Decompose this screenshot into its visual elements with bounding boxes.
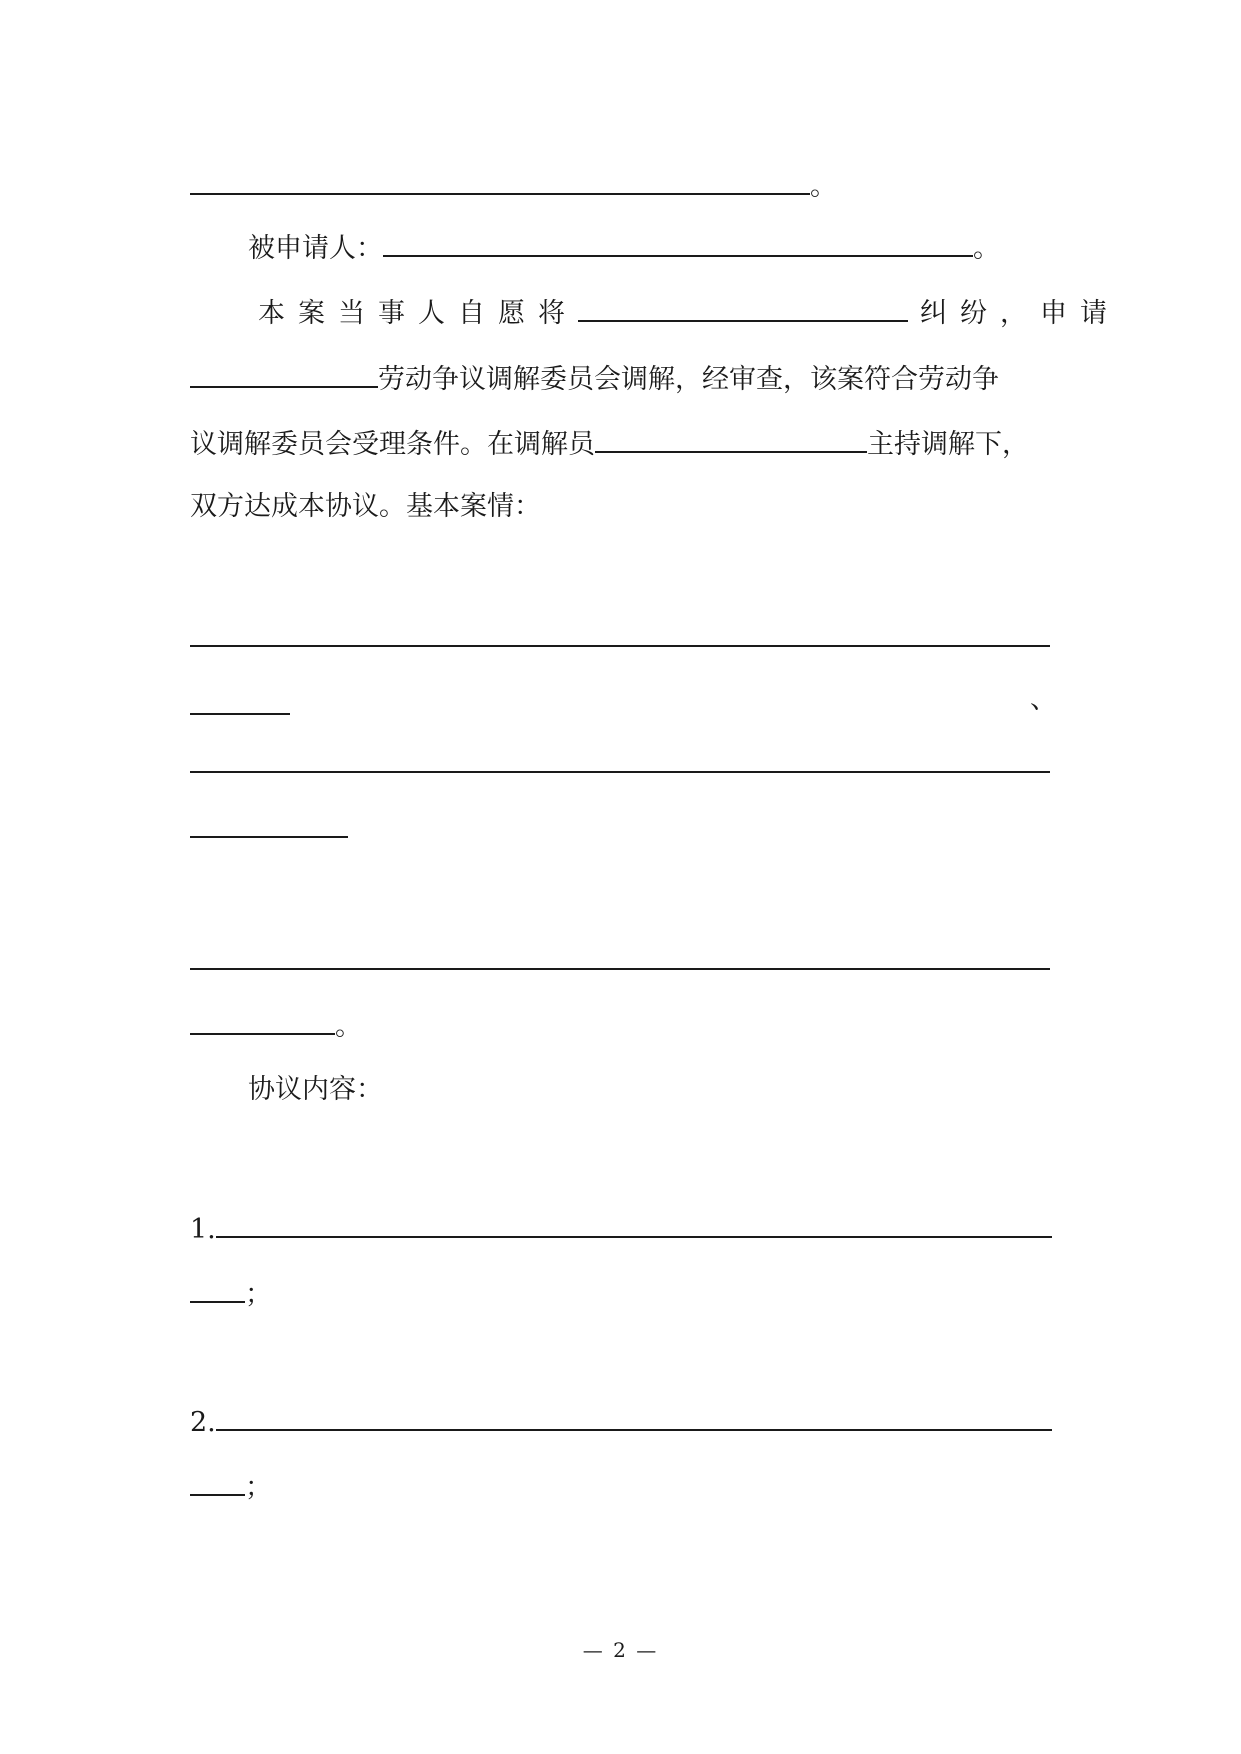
case-facts-blank-2[interactable]: [190, 685, 290, 715]
case-facts-blank-6[interactable]: [190, 1005, 335, 1035]
item-1-blank[interactable]: [216, 1208, 1052, 1238]
case-facts-line-4: [190, 808, 348, 848]
committee-line: [190, 358, 999, 398]
case-facts-line-1: [190, 617, 1050, 657]
item-2-blank[interactable]: [216, 1401, 1052, 1431]
committee-blank[interactable]: [190, 358, 378, 388]
committee-text-2: 议调解委员会受理条件。在调解员: [190, 429, 595, 460]
line1-end: 。: [810, 171, 837, 202]
agreement-heading: 协议内容：: [248, 1074, 383, 1105]
case-separator: 、: [1030, 684, 1057, 715]
case-facts-line-5: [190, 940, 1050, 980]
respondent-line: [248, 227, 1000, 267]
mediator-blank[interactable]: [595, 423, 867, 453]
applicant-line: [190, 165, 837, 205]
case-intro: 本案当事人自愿将: [258, 298, 578, 329]
case-separator-line: [1030, 680, 1057, 720]
case-intro-line: [258, 292, 1120, 332]
mediator-line: [190, 423, 1029, 463]
case-facts-line-2: [190, 685, 290, 725]
committee-text: 劳动争议调解委员会调解，经审查，该案符合劳动争: [378, 364, 999, 395]
mediator-end: 主持调解下，: [867, 429, 1029, 460]
case-facts-line-6: [190, 1005, 362, 1045]
case-facts-blank-5[interactable]: [190, 940, 1050, 970]
item-2-line-2: [190, 1466, 272, 1506]
case-end: 。: [335, 1011, 362, 1042]
respondent-blank[interactable]: [383, 227, 973, 257]
dispute-label: 纠纷，申请: [920, 298, 1120, 329]
applicant-blank[interactable]: [190, 165, 810, 195]
item-1-end: ；: [245, 1279, 272, 1310]
item-2-line: [190, 1401, 1052, 1441]
page-number: — 2 —: [582, 1638, 659, 1662]
item-2-number: 2.: [190, 1407, 216, 1438]
case-facts-blank-1[interactable]: [190, 617, 1050, 647]
agreement-heading-line: [248, 1070, 383, 1110]
case-facts-blank-4[interactable]: [190, 808, 348, 838]
item-1-line-2: [190, 1273, 272, 1313]
agreement-line: [190, 487, 541, 527]
respondent-label: 被申请人：: [248, 233, 383, 264]
item-1-blank-2[interactable]: [190, 1273, 245, 1303]
item-2-blank-2[interactable]: [190, 1466, 245, 1496]
case-facts-line-3: [190, 743, 1050, 783]
case-facts-blank-3[interactable]: [190, 743, 1050, 773]
item-1-number: 1.: [190, 1214, 216, 1245]
respondent-end: 。: [973, 233, 1000, 264]
item-1-line: [190, 1208, 1052, 1248]
agreement-text: 双方达成本协议。基本案情：: [190, 491, 541, 522]
dispute-blank[interactable]: [578, 292, 908, 322]
item-2-end: ；: [245, 1472, 272, 1503]
